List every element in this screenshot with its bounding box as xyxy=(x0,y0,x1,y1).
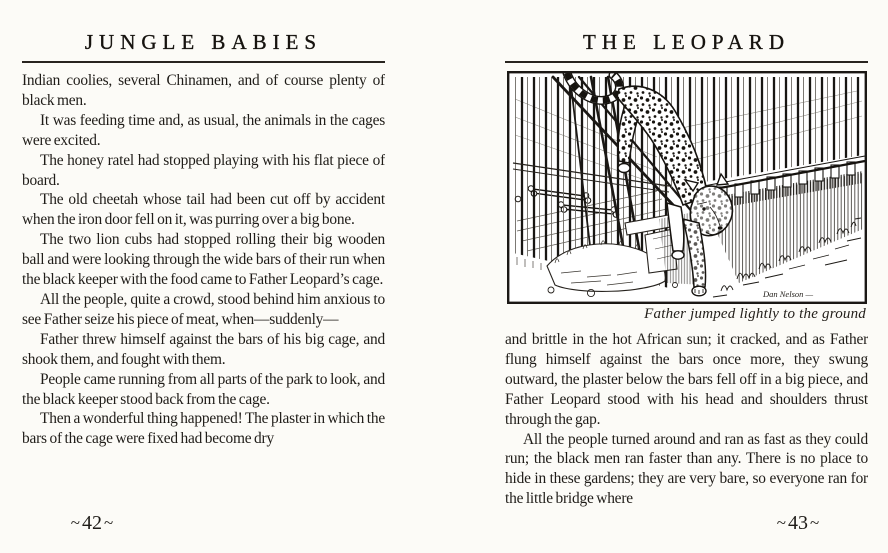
paragraph: and brittle in the hot African sun; it cracked, and as Father flung himself against the bars once more, they swung outward, the plaster below the bars fell off in a big piece, and Father Leopard stood with his head and shoulders thrust through the gap. xyxy=(505,331,868,428)
page-ornament: ~ xyxy=(70,513,80,532)
left-page xyxy=(22,0,385,553)
page-number-text: 42 xyxy=(82,512,102,534)
page-ornament: ~ xyxy=(810,513,820,532)
left-page-number xyxy=(60,512,124,535)
artist-signature: Dan Nelson — xyxy=(763,289,814,299)
page-ornament: ~ xyxy=(104,513,114,532)
paragraph: It was feeding time and, as usual, the animals in the cages were excited. xyxy=(22,111,385,149)
left-page-header: JUNGLE BABIES xyxy=(84,30,323,54)
leopard-front-paw-far xyxy=(672,251,684,259)
left-page-body xyxy=(22,71,385,515)
paragraph: All the people turned around and ran as fast as they could run; the black men ran faster than any. There is no place to hide in these gardens; they are very bare, so everyone ran for the little bridge where xyxy=(505,430,868,508)
right-page xyxy=(505,0,868,553)
right-header-rule xyxy=(505,61,868,63)
paragraph: All the people, quite a crowd, stood behind him anxious to see Father seize his piece of meat, when—suddenly— xyxy=(22,290,385,328)
paragraph: Then a wonderful thing happened! The plaster in which the bars of the cage were fixed had become dry xyxy=(22,410,385,448)
right-page-number xyxy=(763,512,833,535)
paragraph: The honey ratel had stopped playing with his flat piece of board. xyxy=(22,151,385,189)
leopard-illustration xyxy=(507,71,867,304)
right-page-header: THE LEOPARD xyxy=(583,30,790,54)
paragraph: Indian coolies, several Chinamen, and of course plenty of black men. xyxy=(22,72,385,109)
paragraph: The old cheetah whose tail had been cut off by accident when the iron door fell on it, was purring over a big bone. xyxy=(22,191,385,229)
paragraph: Father threw himself against the bars of his big cage, and shook them, and fought with them. xyxy=(22,330,385,368)
paragraph: The two lion cubs had stopped rolling their big wooden ball and were looking through the wide bars of their run when the black keeper with the food came to Father Leopard’s cage. xyxy=(22,231,385,289)
right-page-body xyxy=(505,330,868,512)
page-ornament: ~ xyxy=(776,513,786,532)
paragraph: People came running from all parts of the park to look, and the black keeper stood back from the cage. xyxy=(22,370,385,408)
illustration-caption: Father jumped lightly to the ground xyxy=(644,306,866,322)
leopard-hind-paw xyxy=(618,164,630,173)
page-number-text: 43 xyxy=(788,512,808,534)
left-header-rule xyxy=(22,61,385,63)
